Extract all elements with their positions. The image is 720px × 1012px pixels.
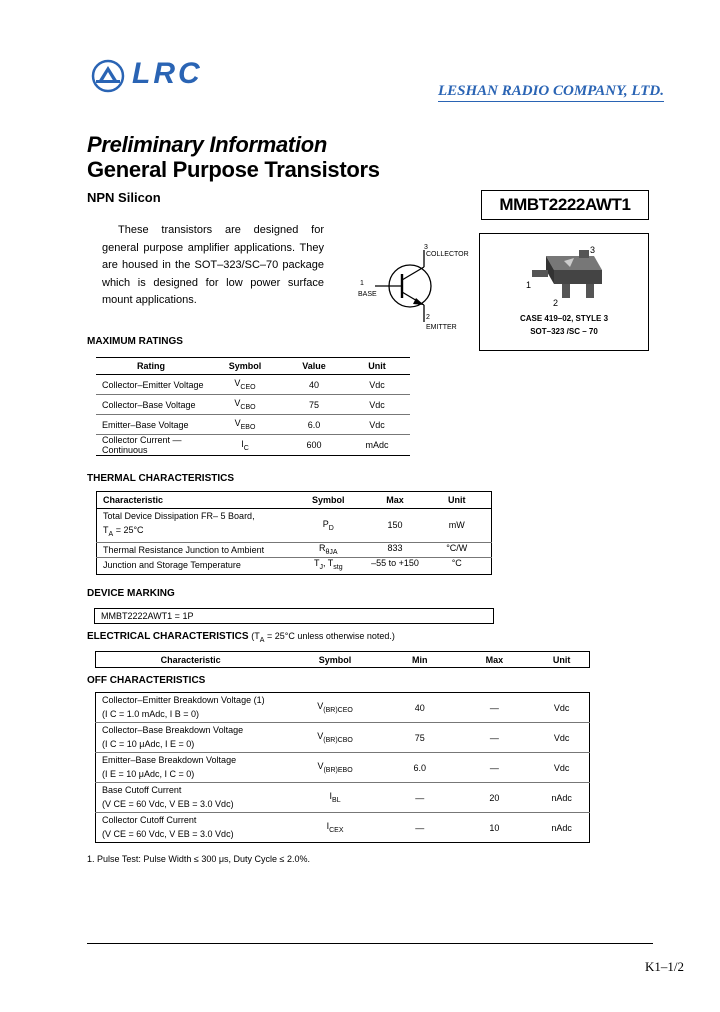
pkg-pin3: 3 xyxy=(590,245,596,255)
logo-text: LRC xyxy=(132,57,203,90)
table-row: Junction and Storage Temperature $T_J$, $T_{stg}$ –55 to +150 °C xyxy=(103,557,462,571)
pkg-pin1: 1 xyxy=(526,280,532,290)
table-row: Emitter–Base Voltage $V_{EBO}$ 6.0 Vdc xyxy=(96,415,410,435)
thermal-table: Characteristic Symbol Max Unit Total Device Dissipation FR– 5 Board, $T_A = 25^\circ C$ $P_D$ 150 mW Thermal Resistance Junction to Ambient $R_{\theta JA}$ 833 °C/W Junction and Storage Temperature $T_J$, $T_{stg}$ –55 to +150 °C xyxy=(96,491,492,575)
description: These transistors are designed for general purpose amplifier applications. They are housed in the SOT–323/SC–70 package which is designed for low power surface mount applications. xyxy=(102,224,324,306)
page-title: General Purpose Transistors xyxy=(87,157,380,182)
electrical-header-table: Characteristic Symbol Min Max Unit xyxy=(95,651,590,668)
table-row: Collector–Base Breakdown Voltage (I C = 10 μAdc, I E = 0) $V_{(BR)CBO}$ 75 — Vdc xyxy=(96,723,590,753)
table-row: Collector Cutoff Current (V CE = 60 Vdc, V EB = 3.0 Vdc) $I_{CEX}$ — 10 nAdc xyxy=(102,815,572,839)
table-row: Emitter–Base Breakdown Voltage (I E = 10 μAdc, I C = 0) $V_{(BR)EBO}$ 6.0 — Vdc xyxy=(96,753,590,783)
package-case: CASE 419–02, STYLE 3 xyxy=(519,314,609,323)
company-name: LESHAN RADIO COMPANY, LTD. xyxy=(438,83,664,102)
col-unit: Unit xyxy=(344,358,410,375)
package-icon xyxy=(524,246,614,304)
max-ratings-heading: MAXIMUM RATINGS xyxy=(87,336,183,347)
max-ratings-table xyxy=(96,357,410,456)
footnote: 1. Pulse Test: Pulse Width ≤ 300 μs, Duty Cycle ≤ 2.0%. xyxy=(87,854,310,864)
footer-rule xyxy=(87,943,653,944)
table-row: Collector–Emitter Voltage $V_{CEO}$ 40 Vdc xyxy=(96,375,410,395)
col-value: Value xyxy=(284,358,344,375)
pin3-label: 3 xyxy=(424,244,428,251)
col-rating: Rating xyxy=(96,358,206,375)
electrical-heading: ELECTRICAL CHARACTERISTICS ($T_A = 25^\circ C$ unless otherwise noted.) xyxy=(87,631,395,644)
pin1-label: 1 xyxy=(360,280,364,287)
thermal-heading: THERMAL CHARACTERISTICS xyxy=(87,473,235,484)
table-row: Collector–Emitter Breakdown Voltage (1) (I C = 1.0 mAdc, I B = 0) $V_{(BR)CEO}$ 40 — Vdc xyxy=(96,693,590,723)
subtitle: NPN Silicon xyxy=(87,190,161,205)
col-symbol: Symbol xyxy=(206,358,284,375)
table-row: Thermal Resistance Junction to Ambient $R_{\theta JA}$ 833 °C/W xyxy=(97,542,492,557)
title-preliminary: Preliminary Information xyxy=(87,132,328,157)
marking-heading: DEVICE MARKING xyxy=(87,588,175,599)
pkg-pin2: 2 xyxy=(553,298,559,308)
package-type: SOT–323 /SC – 70 xyxy=(530,327,598,336)
table-row: Total Device Dissipation FR– 5 Board, $T_A = 25^\circ C$ $P_D$ 150 mW xyxy=(97,509,492,543)
page-number: K1–1/2 xyxy=(645,959,684,974)
pin2-label: 2 xyxy=(426,314,430,321)
table-row: Collector Current — Continuous $I_C$ 600 mAdc xyxy=(102,435,389,455)
logo xyxy=(90,56,214,96)
table-row: Base Cutoff Current (V CE = 60 Vdc, V EB = 3.0 Vdc) $I_{BL}$ — 20 nAdc xyxy=(96,783,590,813)
marking-value: MMBT2222AWT1 = 1P xyxy=(94,608,494,624)
base-label: BASE xyxy=(358,291,377,298)
part-number-box: MMBT2222AWT1 xyxy=(481,190,649,220)
transistor-symbol xyxy=(355,240,475,335)
table-row: Collector–Base Voltage $V_{CBO}$ 75 Vdc xyxy=(96,395,410,415)
logo-emblem xyxy=(90,58,126,94)
off-heading: OFF CHARACTERISTICS xyxy=(87,675,206,686)
package-box xyxy=(479,233,649,351)
collector-label: COLLECTOR xyxy=(426,251,469,258)
off-table xyxy=(95,692,590,843)
emitter-label: EMITTER xyxy=(426,324,457,331)
